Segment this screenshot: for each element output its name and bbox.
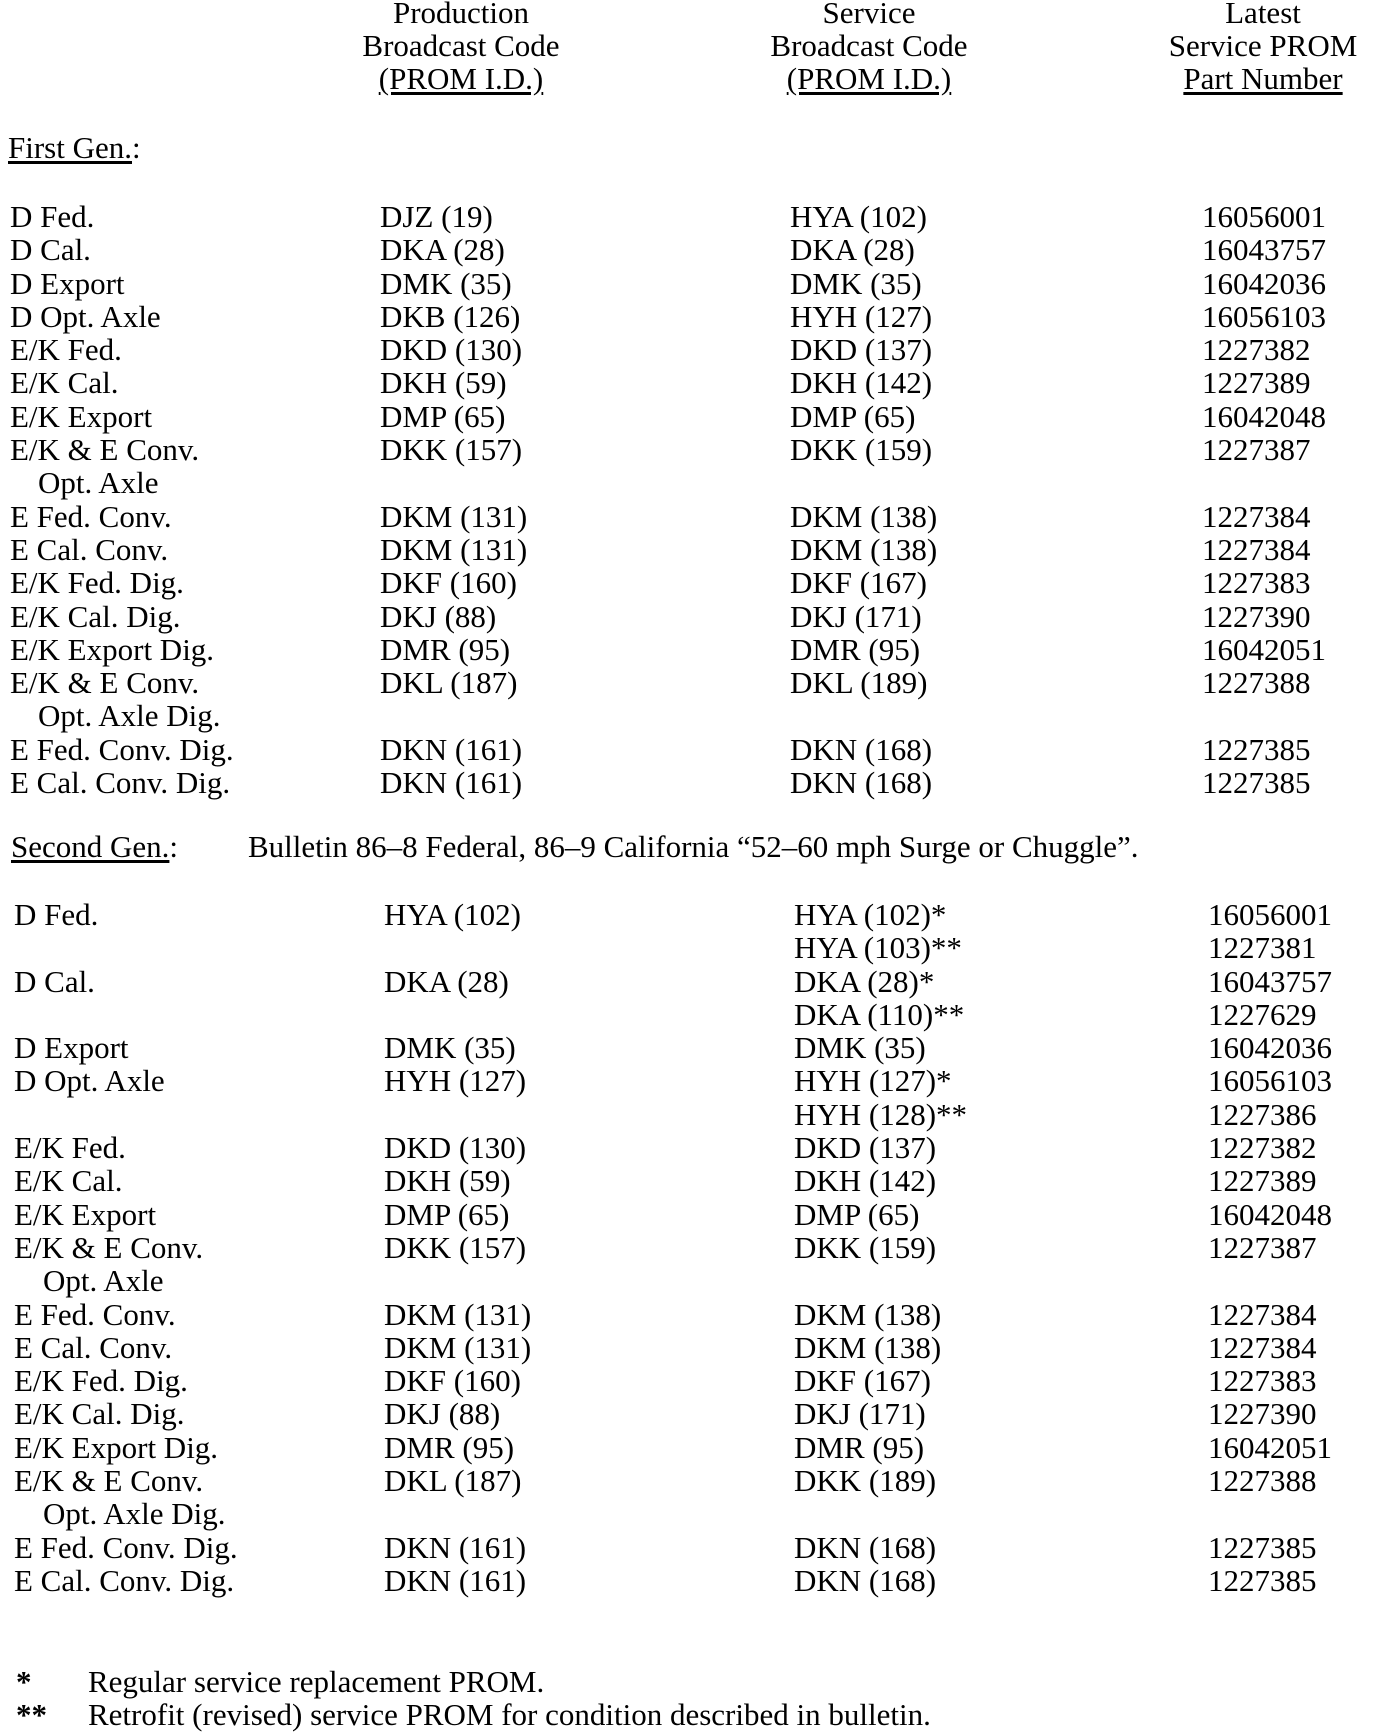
production-code: DKH (59) [384,1163,511,1199]
part-number: 1227382 [1202,332,1311,368]
part-number: 1227383 [1202,565,1311,601]
part-number: 1227390 [1202,598,1311,634]
table-row [0,1364,1392,1397]
part-number: 1227387 [1208,1229,1317,1265]
service-code: DKH (142) [790,365,933,401]
header-line: Service [822,0,916,30]
production-code: DKD (130) [384,1130,527,1166]
part-number: 1227387 [1202,432,1311,468]
row-label: D Opt. Axle [10,298,161,334]
second-gen-bulletin-note: Bulletin 86–8 Federal, 86–9 California “52–60 mph Surge or Chuggle”. [248,829,1139,864]
table-row [0,1064,1392,1097]
part-number: 1227389 [1202,365,1311,401]
production-code: HYH (127) [384,1063,527,1099]
table-row [0,733,1392,766]
table-row [0,1264,1392,1297]
row-label: E Cal. Conv. [14,1329,173,1365]
row-label: E/K & E Conv. [10,432,200,468]
row-label: E/K Fed. [10,332,122,368]
production-code: DKN (161) [384,1562,527,1598]
table-row [0,1298,1392,1331]
table-row [0,267,1392,300]
row-label: Opt. Axle [38,465,159,501]
production-code: DMP (65) [380,398,506,434]
table-row [0,233,1392,266]
part-number: 1227385 [1202,765,1311,801]
row-label: E/K Cal. Dig. [14,1396,185,1432]
service-code: HYH (127) [790,298,933,334]
part-number: 1227388 [1208,1463,1317,1499]
production-code: DMP (65) [384,1196,510,1232]
first-gen-label-suffix: : [132,130,141,165]
service-code: DKJ (171) [790,598,922,634]
production-code: DKK (157) [380,432,523,468]
part-number: 16042036 [1208,1030,1332,1066]
row-label: E Cal. Conv. Dig. [14,1562,235,1598]
part-number: 1227388 [1202,665,1311,701]
service-code: HYA (103)** [794,930,962,966]
part-number: 16043757 [1208,963,1332,999]
production-code: DKJ (88) [380,598,497,634]
row-label: D Cal. [14,963,95,999]
table-row [0,1031,1392,1064]
header-line: (PROM I.D.) [786,61,952,96]
service-code: HYA (102) [790,199,927,234]
header-line: Latest [1225,0,1301,30]
service-code: DKM (138) [790,531,938,567]
table-row [0,533,1392,566]
table-row [0,931,1392,964]
production-code: DKN (161) [380,731,523,767]
row-label: D Fed. [10,199,95,234]
service-code: DMP (65) [790,398,916,434]
table-row [0,965,1392,998]
part-number: 1227385 [1208,1529,1317,1565]
part-number: 16043757 [1202,232,1326,268]
production-code: DKL (187) [380,665,518,701]
service-code: DKD (137) [794,1130,937,1166]
part-number: 1227382 [1208,1130,1317,1166]
production-code: DKK (157) [384,1229,527,1265]
production-code: DKM (131) [380,498,528,534]
header-line: Service PROM [1168,28,1358,63]
part-number: 1227385 [1202,731,1311,767]
row-label: E/K Cal. [14,1163,123,1199]
table-row [0,600,1392,633]
part-number: 1227384 [1202,531,1311,567]
service-code: DMP (65) [794,1196,920,1232]
production-code: DMK (35) [380,265,512,301]
production-code-header [326,0,596,95]
service-code: DKN (168) [790,731,933,767]
part-number: 1227384 [1208,1329,1317,1365]
second-gen-heading [11,830,178,864]
service-code: DKH (142) [794,1163,937,1199]
table-row [0,1198,1392,1231]
part-number: 1227385 [1208,1562,1317,1598]
production-code: DKM (131) [380,531,528,567]
service-code: DMK (35) [790,265,922,301]
service-code: HYH (127)* [794,1063,952,1099]
row-label: E/K Fed. [14,1130,126,1166]
part-number: 1227384 [1208,1296,1317,1332]
part-number: 16056001 [1202,199,1326,234]
production-code: DKB (126) [380,298,521,334]
row-label: E/K Export Dig. [10,631,215,667]
production-code: DKJ (88) [384,1396,501,1432]
row-label: E Cal. Conv. [10,531,169,567]
first-gen-table [0,200,1392,799]
row-label: E/K & E Conv. [14,1229,204,1265]
production-code: DJZ (19) [380,199,493,234]
header-line: Broadcast Code [362,28,560,63]
service-code: DMR (95) [790,631,921,667]
production-code: DKD (130) [380,332,523,368]
production-code: DMR (95) [384,1429,515,1465]
production-code: HYA (102) [384,897,521,932]
part-number: 1227384 [1202,498,1311,534]
first-gen-heading [8,131,141,165]
service-code: DKL (189) [790,665,928,701]
second-gen-table [0,898,1392,1597]
service-code: DKN (168) [790,765,933,801]
row-label: E/K & E Conv. [10,665,200,701]
part-number: 16042048 [1202,398,1326,434]
table-row [0,200,1392,233]
row-label: Opt. Axle Dig. [43,1496,226,1532]
part-number: 16042051 [1208,1429,1332,1465]
footnote-mark: ** [16,1697,47,1732]
table-row [0,366,1392,399]
row-label: E Fed. Conv. [14,1296,176,1332]
part-number: 16056001 [1208,897,1332,932]
row-label: D Opt. Axle [14,1063,165,1099]
table-row [0,1331,1392,1364]
part-number: 1227629 [1208,996,1317,1032]
production-code: DMK (35) [384,1030,516,1066]
service-code-header [734,0,1004,95]
production-code: DKA (28) [380,232,505,268]
row-label: E/K Fed. Dig. [10,565,184,601]
row-label: D Fed. [14,897,99,932]
part-number: 16056103 [1208,1063,1332,1099]
service-code: DKN (168) [794,1562,937,1598]
service-code: DKK (189) [794,1463,937,1499]
service-code: DKF (167) [790,565,927,601]
table-row [0,300,1392,333]
production-code: DKN (161) [380,765,523,801]
production-code: DKF (160) [384,1363,521,1399]
table-row [0,466,1392,499]
second-gen-label-suffix: : [169,829,179,864]
part-number: 1227386 [1208,1096,1317,1132]
table-row [0,998,1392,1031]
row-label: D Export [14,1030,129,1066]
footnote-text: Retrofit (revised) service PROM for condition described in bulletin. [88,1697,931,1732]
production-code: DKL (187) [384,1463,522,1499]
table-row [0,1131,1392,1164]
row-label: D Cal. [10,232,91,268]
service-code: DKM (138) [794,1329,942,1365]
row-label: Opt. Axle Dig. [38,698,221,734]
table-row [0,500,1392,533]
table-row [0,1431,1392,1464]
table-row [0,766,1392,799]
table-row [0,1164,1392,1197]
service-code: DKK (159) [794,1229,937,1265]
table-row [0,633,1392,666]
service-code: HYH (128)** [794,1096,968,1132]
service-code: DKN (168) [794,1529,937,1565]
production-code: DKN (161) [384,1529,527,1565]
production-code: DKF (160) [380,565,517,601]
service-code: HYA (102)* [794,897,947,932]
service-code: DKA (110)** [794,996,965,1032]
service-code: DKJ (171) [794,1396,926,1432]
row-label: E/K Cal. Dig. [10,598,181,634]
service-code: DKM (138) [790,498,938,534]
row-label: Opt. Axle [43,1263,164,1299]
table-row [0,400,1392,433]
footnote-mark: * [16,1664,32,1699]
row-label: E/K & E Conv. [14,1463,204,1499]
row-label: E Fed. Conv. Dig. [10,731,234,767]
table-row [0,1497,1392,1530]
table-row [0,1531,1392,1564]
service-code: DKA (28) [790,232,915,268]
table-row [0,699,1392,732]
row-label: E/K Fed. Dig. [14,1363,188,1399]
header-line: (PROM I.D.) [378,61,544,96]
row-label: E/K Export [10,398,153,434]
table-row [0,333,1392,366]
row-label: E Fed. Conv. [10,498,172,534]
row-label: E/K Export [14,1196,157,1232]
part-number: 16042048 [1208,1196,1332,1232]
service-code: DKF (167) [794,1363,931,1399]
row-label: E/K Cal. [10,365,119,401]
part-number: 1227389 [1208,1163,1317,1199]
production-code: DKM (131) [384,1296,532,1332]
service-code: DMK (35) [794,1030,926,1066]
part-number: 1227383 [1208,1363,1317,1399]
table-row [0,1231,1392,1264]
service-code: DKK (159) [790,432,933,468]
footnote-single-asterisk [16,1665,544,1699]
row-label: E Cal. Conv. Dig. [10,765,231,801]
second-gen-label: Second Gen. [11,829,170,864]
part-number: 16056103 [1202,298,1326,334]
row-label: E/K Export Dig. [14,1429,219,1465]
footnote-text: Regular service replacement PROM. [88,1664,545,1699]
row-label: E Fed. Conv. Dig. [14,1529,238,1565]
service-code: DKA (28)* [794,963,935,999]
table-row [0,433,1392,466]
header-line: Part Number [1183,61,1343,96]
part-number: 1227381 [1208,930,1317,966]
service-code: DKD (137) [790,332,933,368]
header-line: Broadcast Code [770,28,968,63]
part-number: 16042051 [1202,631,1326,667]
production-code: DKH (59) [380,365,507,401]
header-line: Production [392,0,530,30]
footnote-double-asterisk [16,1698,931,1732]
production-code: DMR (95) [380,631,511,667]
service-code: DMR (95) [794,1429,925,1465]
table-row [0,566,1392,599]
table-row [0,898,1392,931]
production-code: DKM (131) [384,1329,532,1365]
table-row [0,666,1392,699]
part-number-header [1138,0,1388,95]
service-code: DKM (138) [794,1296,942,1332]
table-row [0,1564,1392,1597]
table-row [0,1397,1392,1430]
table-row [0,1464,1392,1497]
row-label: D Export [10,265,125,301]
first-gen-label: First Gen. [8,130,132,165]
production-code: DKA (28) [384,963,509,999]
table-row [0,1098,1392,1131]
part-number: 1227390 [1208,1396,1317,1432]
part-number: 16042036 [1202,265,1326,301]
